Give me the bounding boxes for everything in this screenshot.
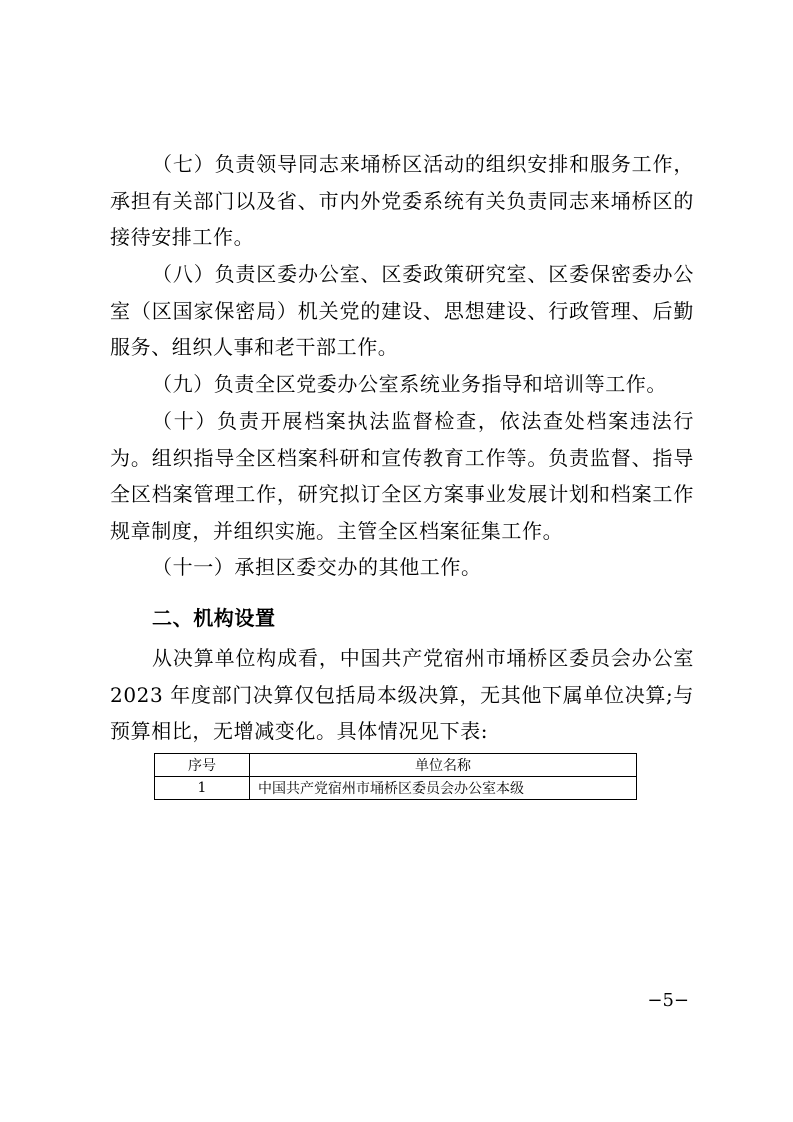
paragraph-item-8: （八）负责区委办公室、区委政策研究室、区委保密委办公室（区国家保密局）机关党的建设、思想建设、行政管理、后勤服务、组织人事和老干部工作。 — [110, 262, 694, 359]
row-unit-name: 中国共产党宿州市埇桥区委员会办公室本级 — [250, 777, 637, 800]
intro-paragraph: 从决算单位构成看，中国共产党宿州市埇桥区委员会办公室2023 年度部门决算仅包括局本级决算，无其他下属单位决算;与预算相比，无增减变化。具体情况见下表: — [110, 646, 694, 743]
paragraph-item-10: （十）负责开展档案执法监督检查，依法查处档案违法行为。组织指导全区档案科研和宣传教育工作等。负责监督、指导全区档案管理工作，研究拟订全区方案事业发展计划和档案工作规章制度，并组织实施。主管全区档案征集工作。 — [110, 409, 694, 543]
paragraph-item-7: （七）负责领导同志来埇桥区活动的组织安排和服务工作，承担有关部门以及省、市内外党委系统有关负责同志来埇桥区的接待安排工作。 — [110, 152, 694, 249]
table-row — [155, 777, 637, 800]
units-table — [154, 753, 637, 800]
paragraph-item-9: （九）负责全区党委办公室系统业务指导和培训等工作。 — [152, 372, 667, 396]
table-header-row — [155, 754, 637, 777]
header-index: 序号 — [155, 754, 250, 777]
section-heading: 二、机构设置 — [152, 606, 276, 630]
page-number: −5− — [647, 990, 689, 1011]
header-unit-name: 单位名称 — [250, 754, 637, 777]
row-index: 1 — [155, 777, 250, 800]
paragraph-item-11: （十一）承担区委交办的其他工作。 — [152, 555, 482, 579]
